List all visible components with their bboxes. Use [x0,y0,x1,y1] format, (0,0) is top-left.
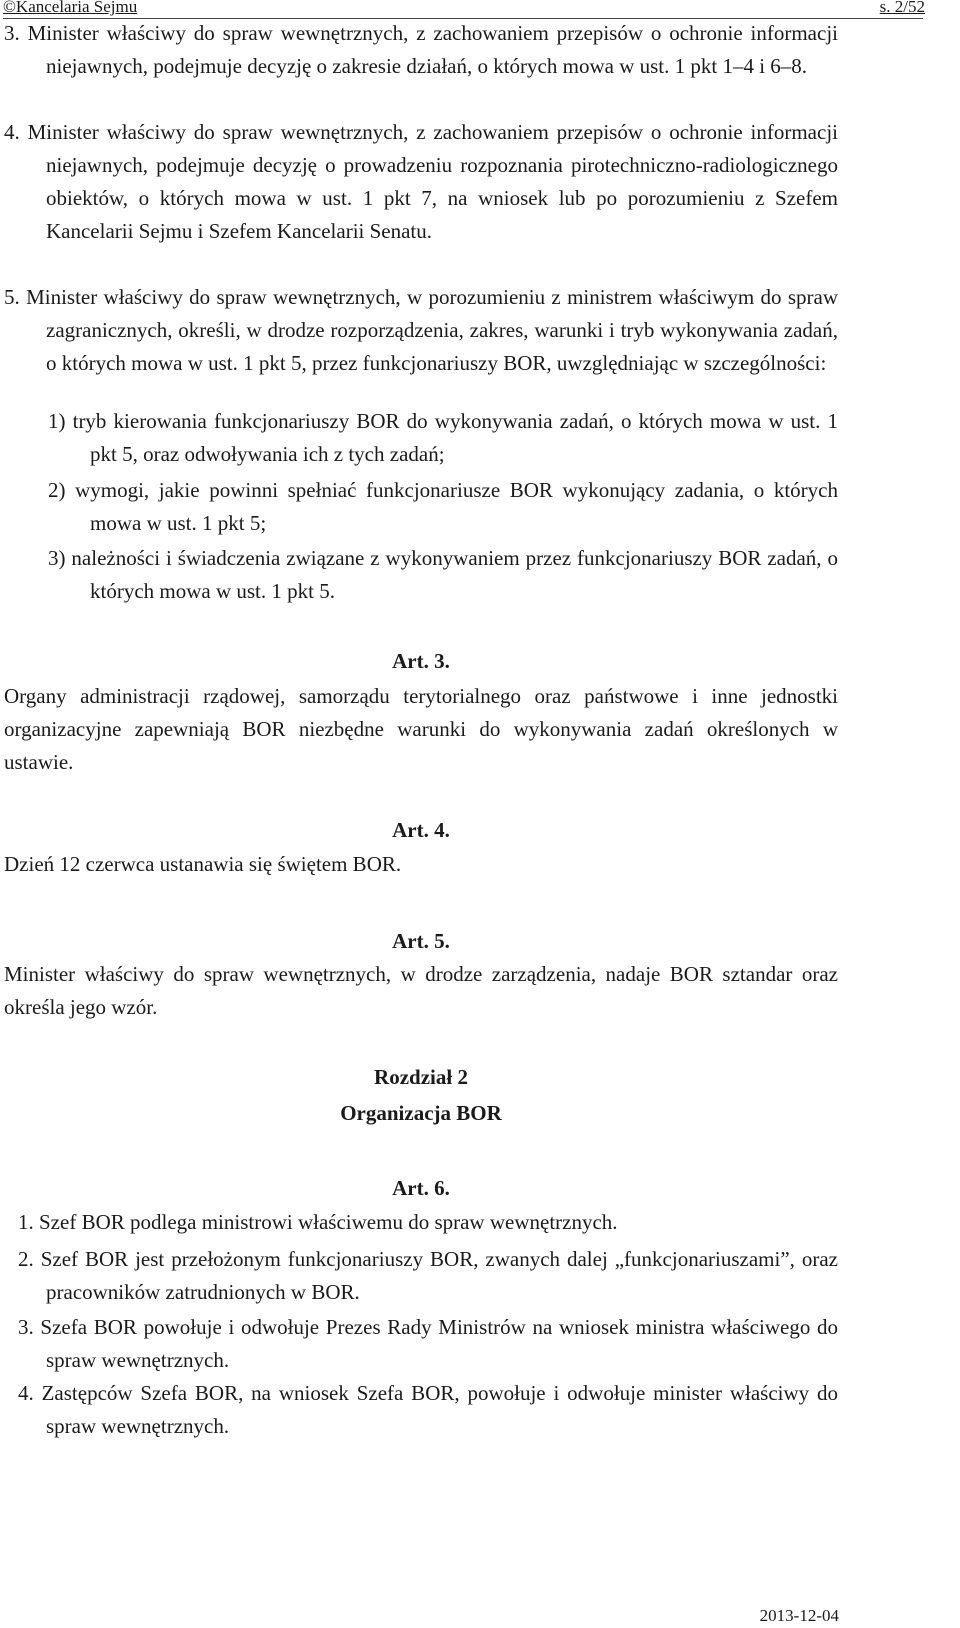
ust-4: 4. Minister właściwy do spraw wewnętrznych, z zachowaniem przepisów o ochronie informacji niejawnych, podejmuje decyzję o prowadzeniu rozpoznania pirotechniczno-radiologicznego obiektów, o których mowa w ust. 1 pkt 7, na wniosek lub po porozumieniu z Szefem Kancelarii Sejmu i Szefem Kancelarii Senatu. [4,120,838,243]
art-3-text: Organy administracji rządowej, samorządu terytorialnego oraz państwowe i inne jednostki organizacyjne zapewniają BOR niezbędne warunki do wykonywania zadań określonych w ustawie. [4,684,838,774]
art-4-title: Art. 4. [392,818,450,842]
ust-5-point-3: 3) należności i świadczenia związane z wykonywaniem przez funkcjonariuszy BOR zadań, o których mowa w ust. 1 pkt 5. [48,546,838,603]
header-copyright: ©Kancelaria Sejmu [3,0,138,16]
art-4-text: Dzień 12 czerwca ustanawia się świętem BOR. [4,852,402,876]
art-3-title: Art. 3. [392,649,450,673]
art-5-title: Art. 5. [392,929,450,953]
art-6-ust-1: 1. Szef BOR podlega ministrowi właściwemu do spraw wewnętrznych. [18,1210,618,1234]
ust-5: 5. Minister właściwy do spraw wewnętrznych, w porozumieniu z ministrem właściwym do spraw zagranicznych, określi, w drodze rozporządzenia, zakres, warunki i tryb wykonywania zadań, o których mowa w ust. 1 pkt 5, przez funkcjonariuszy BOR, uwzględniając w szczególności: [4,285,838,375]
footer-date: 2013-12-04 [759,1606,839,1625]
art-5-text: Minister właściwy do spraw wewnętrznych, w drodze zarządzenia, nadaje BOR sztandar oraz określa jego wzór. [4,962,838,1019]
chapter-number: Rozdział 2 [374,1065,468,1089]
art-6-ust-3: 3. Szefa BOR powołuje i odwołuje Prezes Rady Ministrów na wniosek ministra właściwego do spraw wewnętrznych. [18,1315,838,1372]
art-6-ust-2: 2. Szef BOR jest przełożonym funkcjonariuszy BOR, zwanych dalej „funkcjonariuszami”, oraz pracowników zatrudnionych w BOR. [18,1247,838,1304]
chapter-title: Organizacja BOR [340,1101,502,1125]
page-number: s. 2/52 [879,0,925,16]
ust-5-point-1: 1) tryb kierowania funkcjonariuszy BOR do wykonywania zadań, o których mowa w ust. 1 pkt 5, oraz odwoływania ich z tych zadań; [48,409,838,466]
art-6-ust-4: 4. Zastępców Szefa BOR, na wniosek Szefa BOR, powołuje i odwołuje minister właściwy do spraw wewnętrznych. [18,1381,838,1438]
ust-3: 3. Minister właściwy do spraw wewnętrznych, z zachowaniem przepisów o ochronie informacji niejawnych, podejmuje decyzję o zakresie działań, o których mowa w ust. 1 pkt 1–4 i 6–8. [4,21,838,78]
ust-5-point-2: 2) wymogi, jakie powinni spełniać funkcjonariusze BOR wykonujący zadania, o których mowa w ust. 1 pkt 5; [48,478,838,535]
art-6-title: Art. 6. [392,1176,450,1200]
